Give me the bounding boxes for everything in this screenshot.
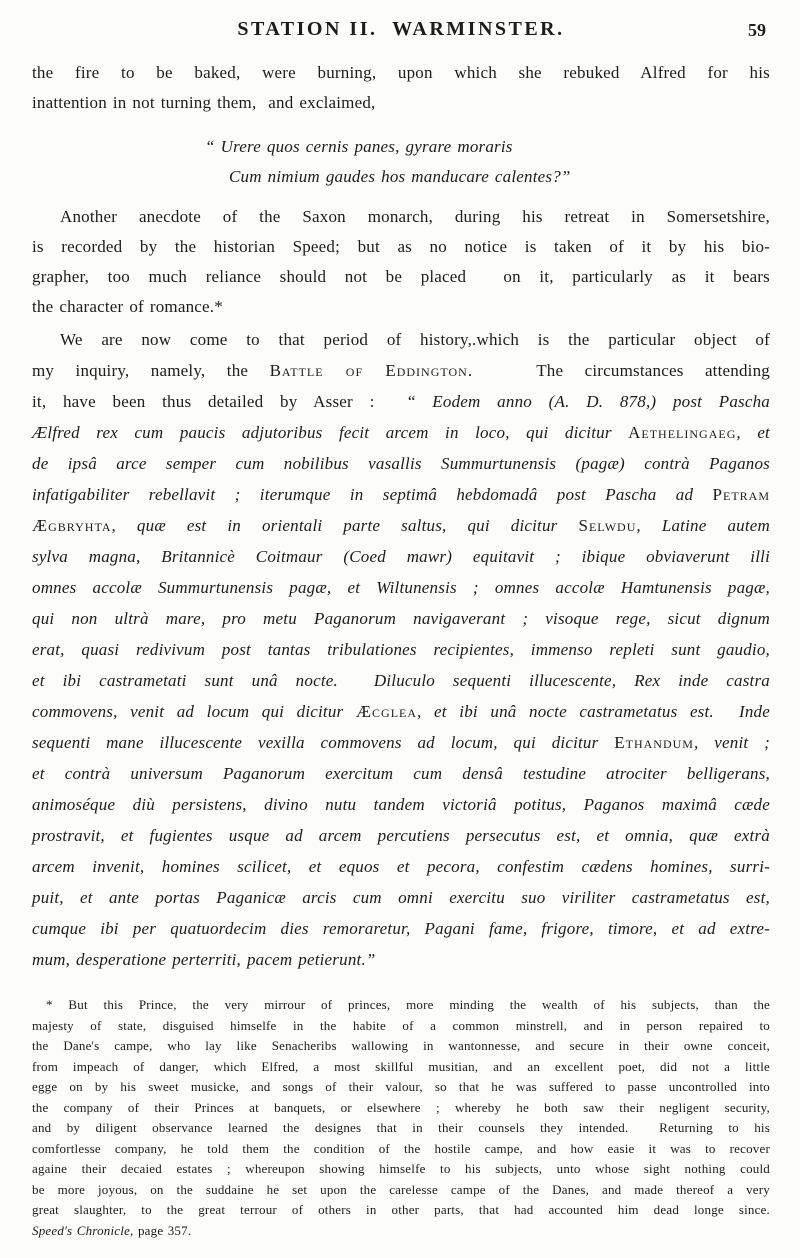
text-line (32, 386, 770, 417)
text-segment: Selwdu (578, 516, 637, 535)
text-segment: , quæ est in orientali parte saltus, qui dicitur (111, 516, 579, 535)
text-line (32, 727, 770, 758)
text-segment: animoséque diù persistens, divino nutu tandem victoriâ potitus, Paganos maximâ cæde (32, 795, 770, 814)
page-title: STATION II. WARMINSTER. (237, 18, 565, 40)
text-segment: prostravit, et fugientes usque ad arcem percutiens persecutus est, et omnia, quæ extrà (32, 826, 770, 845)
text-line (32, 1118, 770, 1139)
text-segment: , et ibi unâ nocte castrametatus est. Inde (417, 702, 770, 721)
text-segment: . The circumstances attending (467, 361, 771, 380)
text-line (32, 1200, 770, 1221)
text-segment: commovens, venit ad locum qui dicitur (32, 702, 356, 721)
text-blocks (32, 58, 770, 1241)
text-segment: majesty of state, disguised himselfe in the habite of a common minstrell, and in person repaired to (32, 1017, 770, 1033)
text-segment: mum, desperatione perterriti, pacem petierunt.” (32, 950, 376, 969)
text-segment: omnes accolæ Summurtunensis pagæ, et Wiltunensis ; omnes accolæ Hamtunensis pagæ, (32, 578, 770, 597)
running-head (32, 16, 770, 42)
text-line (32, 820, 770, 851)
text-segment: cumque ibi per quatuordecim dies remoraretur, Pagani fame, frigore, timore, et ad extre- (32, 919, 770, 938)
text-segment: Battle of Eddington (269, 361, 468, 380)
text-segment: arcem invenit, homines scilicet, et equos et pecora, confestim cædens homines, surri- (32, 857, 770, 876)
text-segment: Ethandum (614, 733, 694, 752)
text-segment: et contrà universum Paganorum exercitum cum densâ testudine atrociter belligerans, (32, 764, 770, 783)
text-line (32, 1016, 770, 1037)
text-segment: Another anecdote of the Saxon monarch, during his retreat in Somersetshire, (60, 207, 770, 226)
text-line (32, 1077, 770, 1098)
text-segment: “ Urere quos cernis panes, gyrare moraris (205, 137, 513, 156)
text-line (229, 162, 770, 192)
text-line (32, 1139, 770, 1160)
text-segment: et ibi castrametati sunt unâ nocte. Diluculo sequenti illucescente, Rex inde castra (32, 671, 770, 690)
text-segment: inattention in not turning them, and exclaimed, (32, 93, 376, 112)
text-segment: is recorded by the historian Speed; but as no notice is taken of it by his bio- (32, 237, 770, 256)
text-segment: de ipsâ arce semper cum nobilibus vasallis Summurtunensis (pagæ) contrà Paganos (32, 454, 770, 473)
text-segment: againe their decaied estates ; whereupon showing himselfe to his subjects, unto whose sight nothing could (32, 1161, 770, 1176)
text-segment: the fire to be baked, were burning, upon which she rebuked Alfred for his (32, 63, 770, 82)
text-segment: it, have been thus detailed by Asser : “ (32, 392, 433, 411)
text-line (32, 603, 770, 634)
text-segment: , et (736, 423, 770, 442)
page-number: 59 (748, 20, 766, 40)
text-line (32, 1098, 770, 1119)
text-segment: Æcglea (355, 702, 418, 721)
text-line (32, 1159, 770, 1180)
battle-of-eddington-paragraph (32, 324, 770, 975)
text-line (32, 913, 770, 944)
text-segment: qui non ultrà mare, pro metu Paganorum navigaverant ; visoque rege, sicut dignum (32, 609, 770, 628)
text-segment: , page 357. (130, 1222, 192, 1238)
text-line (32, 262, 770, 292)
text-segment: , Latine autem (636, 516, 771, 535)
text-segment: erat, quasi redivivum post tantas tribulationes recipientes, immenso repleti sunt gaudio, (32, 640, 770, 659)
text-line (32, 232, 770, 262)
text-line (32, 634, 770, 665)
text-segment: grapher, too much reliance should not be placed on it, particularly as it bears (32, 267, 770, 286)
continuation-paragraph (32, 58, 770, 118)
text-line (32, 665, 770, 696)
text-segment: comfortlesse company, he told them the condition of the hostile campe, and how easie it was to recover (32, 1140, 770, 1156)
text-line (32, 572, 770, 603)
text-line (32, 541, 770, 572)
anecdote-paragraph (32, 202, 770, 322)
text-segment: Ælfred rex cum paucis adjutoribus fecit arcem in loco, qui dicitur (32, 423, 629, 442)
text-line (32, 355, 770, 386)
text-segment: sequenti mane illucescente vexilla commovens ad locum, qui dicitur (32, 733, 615, 752)
text-segment: * But this Prince, the very mirrour of princes, more minding the wealth of his subjects, than the (46, 997, 770, 1012)
text-segment: Cum nimium gaudes hos manducare calentes?” (229, 167, 571, 186)
text-line (32, 88, 770, 118)
text-segment: and by diligent observance learned the designes that in their counsels they intended. Returning to his (32, 1120, 770, 1135)
text-line (32, 417, 770, 448)
text-segment: , venit ; (693, 733, 770, 752)
text-line (32, 789, 770, 820)
text-segment: Speed's Chronicle (32, 1222, 131, 1238)
text-segment: the character of romance.* (32, 297, 223, 316)
latin-couplet-quote (205, 132, 770, 192)
text-segment: be more joyous, on the suddaine he set upon the carelesse campe of the Danes, and made thereof a very (32, 1181, 770, 1197)
text-line (32, 324, 770, 355)
text-line (32, 58, 770, 88)
text-line (32, 1180, 770, 1201)
text-segment: We are now come to that period of history,.which is the particular object of (60, 330, 770, 349)
text-line (32, 696, 770, 727)
text-line (32, 758, 770, 789)
text-segment: Aethelingaeg (628, 423, 737, 442)
text-segment: infatigabiliter rebellavit ; iterumque in septimâ hebdomadâ post Pascha ad (32, 485, 713, 504)
text-line (32, 292, 770, 322)
text-line (32, 944, 770, 975)
text-line (32, 882, 770, 913)
text-segment: from impeach of danger, which Elfred, a most skillful musitian, and an excellent poet, did not a little (32, 1058, 770, 1074)
text-segment: the Dane's campe, who lay like Senacheribs wallowing in wantonnesse, and secure in their owne conceit, (32, 1038, 770, 1053)
text-segment: the company of their Princes at banquets, or elsewhere ; whereby he both saw their negligent security, (32, 1099, 770, 1115)
text-line (32, 448, 770, 479)
text-segment: my inquiry, namely, the (32, 361, 270, 380)
text-line (32, 1221, 770, 1242)
text-segment: great slaughter, to the great terrour of others in other parts, that had accounted him dead longe since. (32, 1202, 770, 1217)
text-line (32, 1057, 770, 1078)
text-segment: Eodem anno (A. D. 878,) post Pascha (432, 392, 771, 411)
text-line (32, 202, 770, 232)
text-segment: egge on by his sweet musicke, and songs of their valour, so that he was suffered to passe uncontrolled into (32, 1079, 770, 1094)
text-line (205, 132, 770, 162)
text-line (32, 1036, 770, 1057)
text-line (32, 510, 770, 541)
text-line (32, 995, 770, 1016)
text-segment: Petram (712, 485, 770, 504)
text-line (32, 479, 770, 510)
text-segment: Ægbryhta (32, 516, 112, 535)
footnote (32, 995, 770, 1241)
text-segment: sylva magna, Britannicè Coitmaur (Coed mawr) equitavit ; ibique obviaverunt illi (32, 547, 770, 566)
text-line (32, 851, 770, 882)
text-segment: puit, et ante portas Paganicæ arcis cum omni exercitu suo viriliter castrametatus est, (32, 888, 770, 907)
